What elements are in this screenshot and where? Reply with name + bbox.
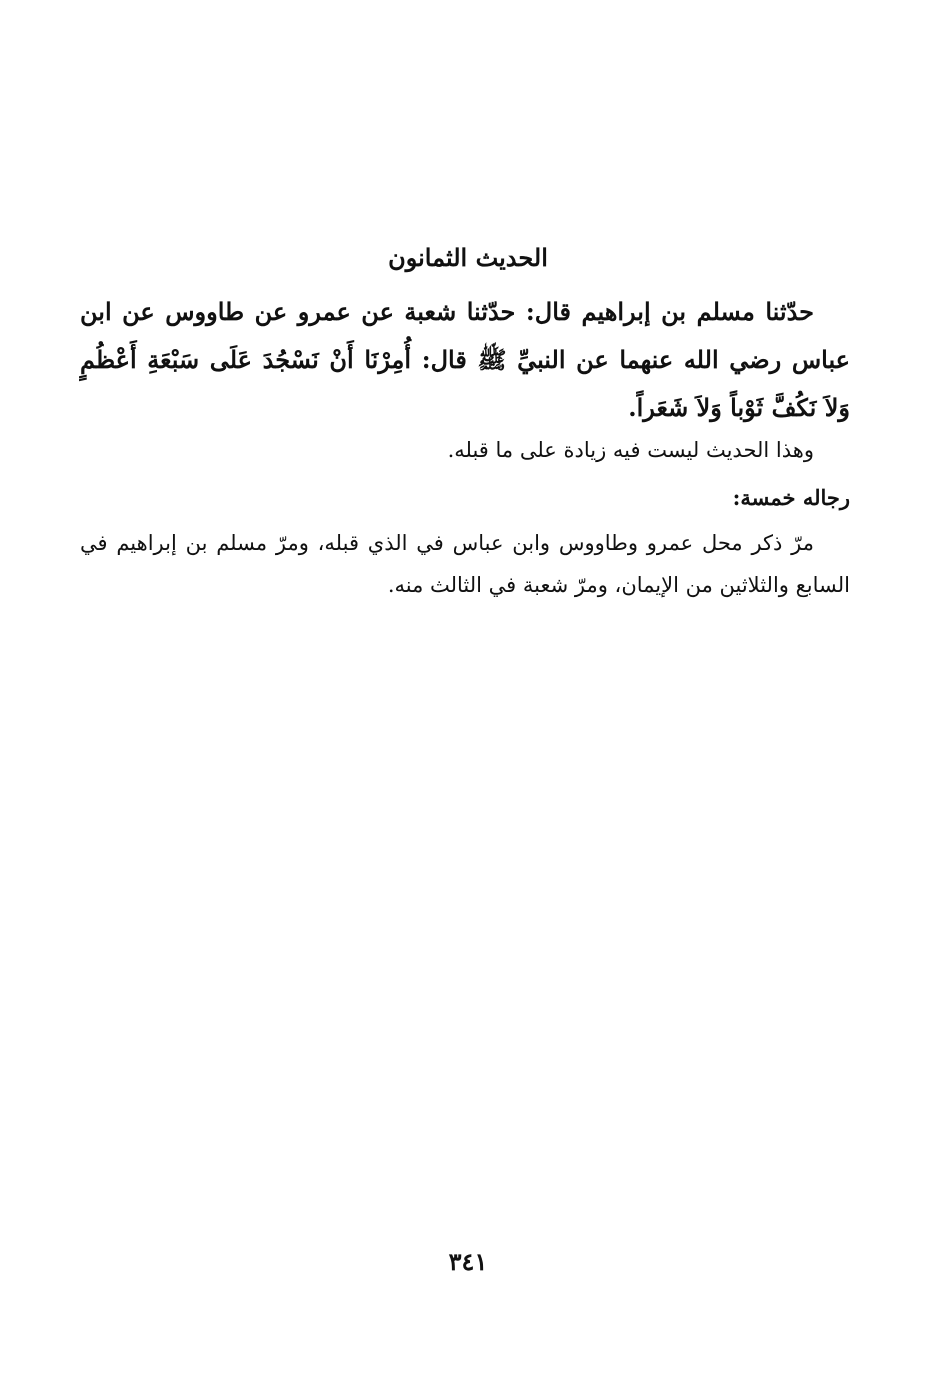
page-number: ٣٤١	[448, 1247, 488, 1276]
hadith-paragraph	[80, 288, 850, 432]
commentary-paragraph: وهذا الحديث ليست فيه زيادة على ما قبله.	[447, 438, 814, 462]
hadith-isnad: حدّثنا مسلم بن إبراهيم قال: حدّثنا شعبة عن عمرو عن طاووس عن ابن عباس رضي الله عنهما عن النبيِّ ﷺ قال:	[80, 297, 851, 374]
hadith-matn: أُمِرْنَا أَنْ نَسْجُدَ عَلَى سَبْعَةِ أَعْظُمٍ وَلاَ نَكُفَّ ثَوْباً وَلاَ شَعَراً.	[80, 345, 850, 422]
narrators-paragraph: مرّ ذكر محل عمرو وطاووس وابن عباس في الذي قبله، ومرّ مسلم بن إبراهيم في السابع والثلاثين من الإيمان، ومرّ شعبة في الثالث منه.	[80, 531, 850, 597]
hadith-text	[80, 288, 850, 432]
narrators-heading: رجاله خمسة:	[732, 485, 850, 510]
hadith-title: الحديث الثمانون	[388, 243, 548, 272]
